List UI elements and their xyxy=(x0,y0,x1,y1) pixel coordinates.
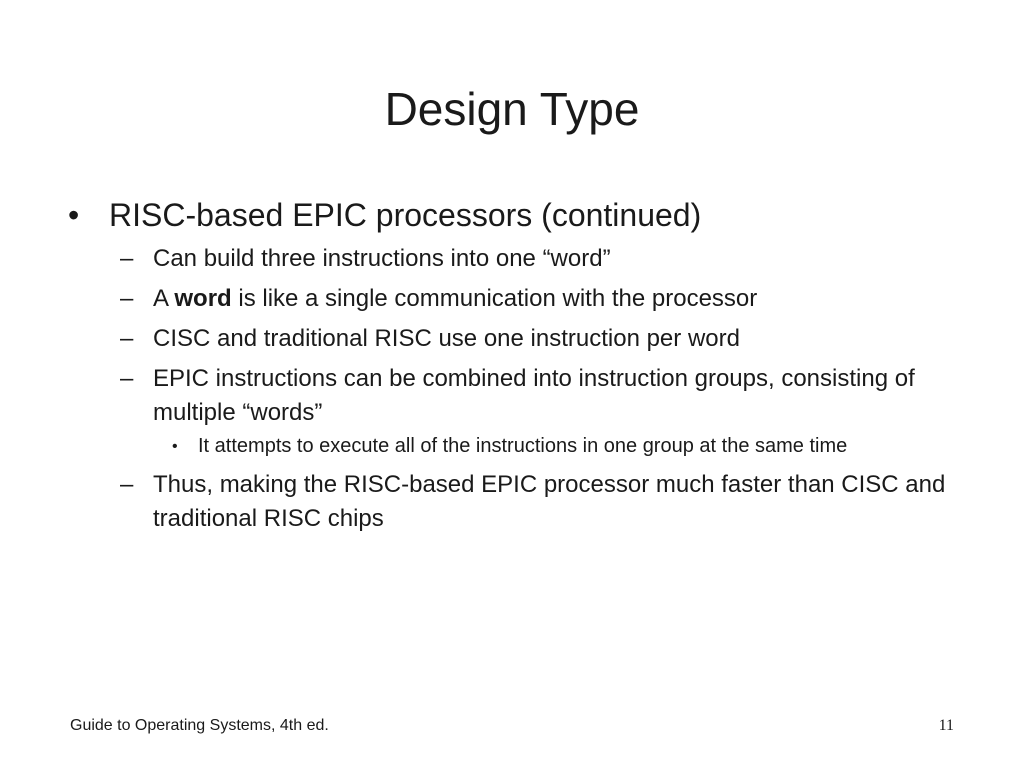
sub-bullet xyxy=(68,242,948,276)
dash-marker: – xyxy=(120,471,134,498)
dash-marker: – xyxy=(120,285,134,312)
sub-bullet-bold-term: word xyxy=(174,285,232,312)
sub-bullet xyxy=(68,322,948,356)
sub-bullet xyxy=(68,362,948,430)
sub-sub-bullet xyxy=(68,431,948,462)
sub-bullet-text: CISC and traditional RISC use one instruction per word xyxy=(153,325,740,352)
slide-body xyxy=(68,194,948,536)
bullet-marker: • xyxy=(68,197,80,233)
sub-bullet-text: EPIC instructions can be combined into instruction groups, consisting of multiple “words” xyxy=(153,365,915,426)
slide-title: Design Type xyxy=(384,83,640,135)
bullet-marker: • xyxy=(172,438,178,455)
dash-marker: – xyxy=(120,365,134,392)
sub-bullet xyxy=(68,468,948,536)
sub-bullet xyxy=(68,282,948,316)
page-number: 11 xyxy=(938,717,954,734)
bullet-level1 xyxy=(68,194,948,236)
dash-marker: – xyxy=(120,325,134,352)
bullet-text: RISC-based EPIC processors (continued) xyxy=(109,197,702,233)
dash-marker: – xyxy=(120,245,134,272)
sub-bullet-text: Thus, making the RISC-based EPIC processor much faster than CISC and traditional RISC chips xyxy=(153,471,946,532)
sub-bullet-suffix: is like a single communication with the processor xyxy=(231,285,758,312)
sub-bullet-text: Can build three instructions into one “word” xyxy=(153,245,611,272)
sub-sub-bullet-text: It attempts to execute all of the instructions in one group at the same time xyxy=(198,435,848,457)
sub-bullet-prefix: A xyxy=(153,285,175,312)
footer-source: Guide to Operating Systems, 4th ed. xyxy=(70,717,329,734)
